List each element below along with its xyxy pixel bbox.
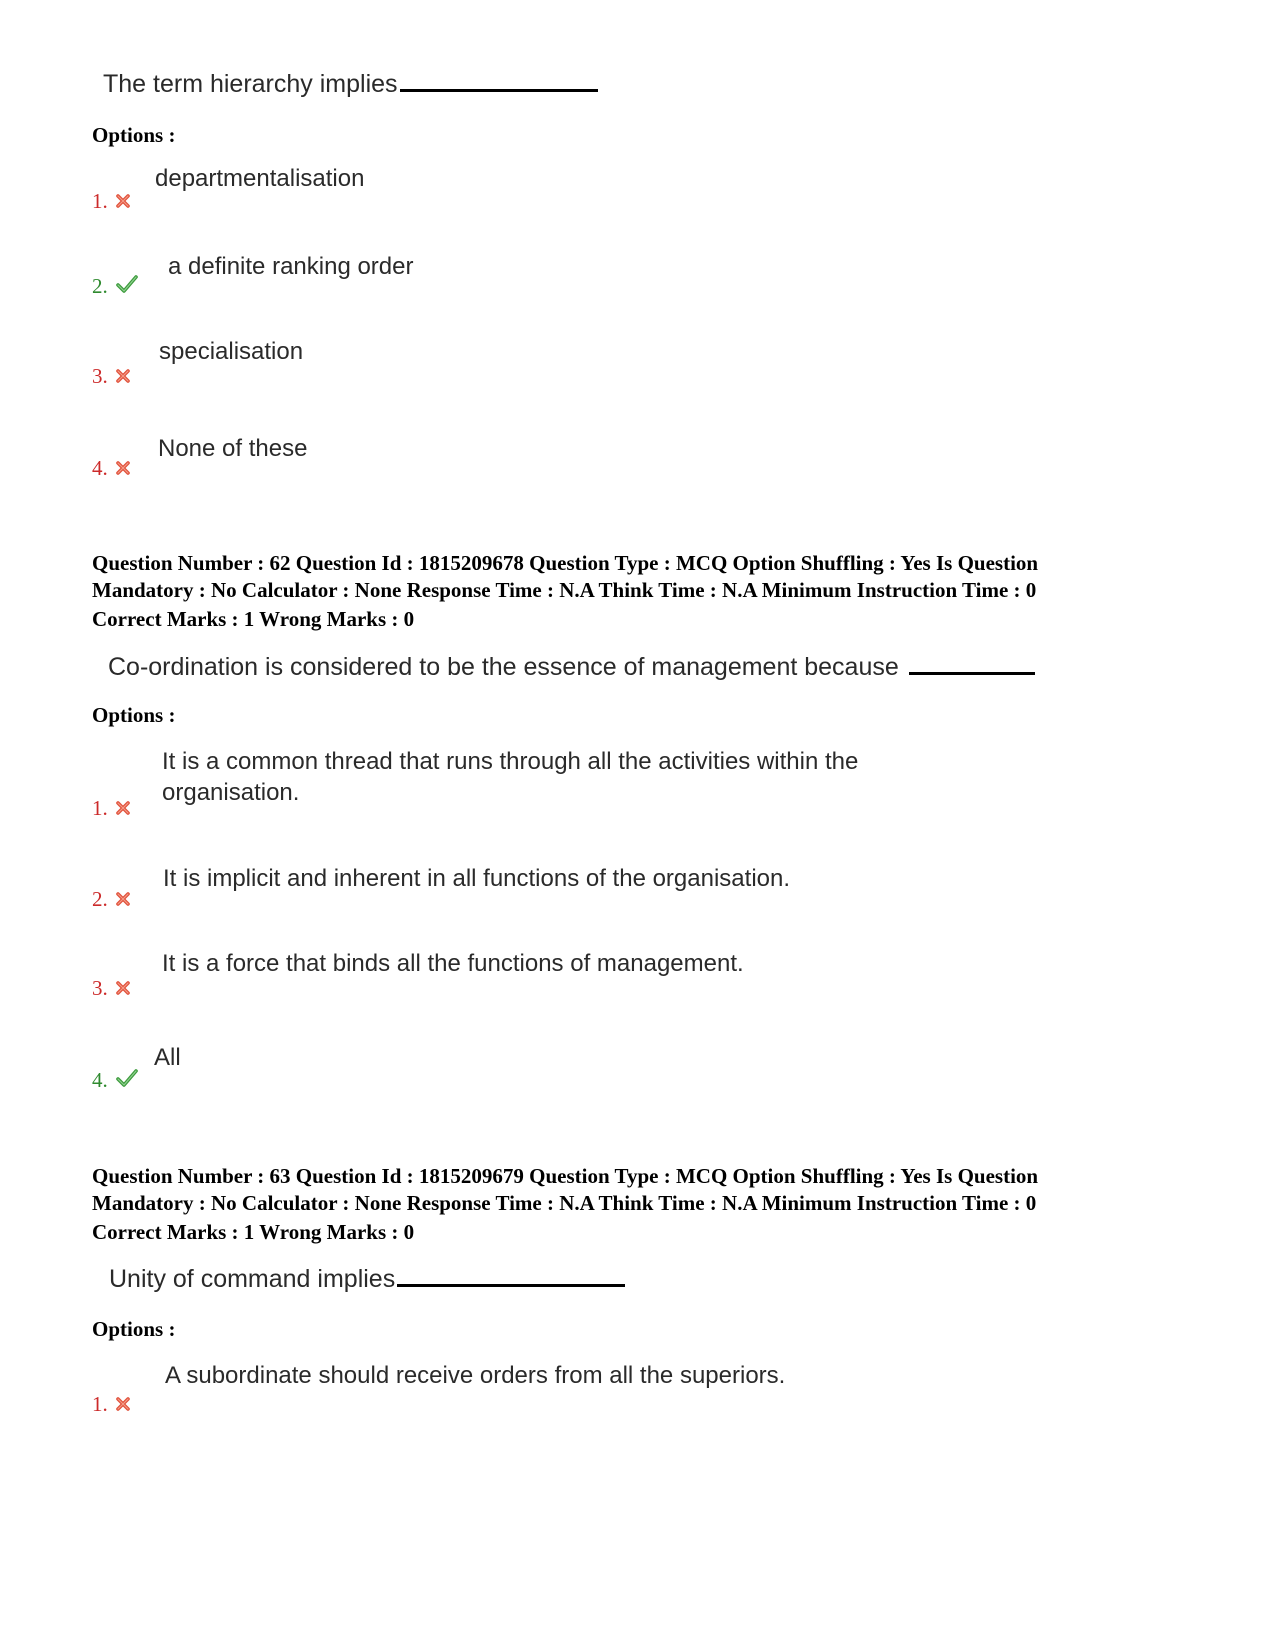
wrong-x-icon	[116, 1397, 130, 1411]
wrong-x-icon	[116, 892, 130, 906]
question-text	[109, 1265, 625, 1294]
options-heading: Options :	[92, 703, 176, 727]
question-63-marks: Correct Marks : 1 Wrong Marks : 0	[92, 1220, 415, 1244]
option-number: 2.	[92, 274, 138, 299]
option-text: a definite ranking order	[168, 253, 414, 280]
question-text	[108, 653, 1035, 682]
meta-line: Question Number : 62 Question Id : 1815209678 Question Type : MCQ Option Shuffling : Yes Is Question	[92, 551, 1039, 575]
options-heading: Options :	[92, 1317, 176, 1341]
wrong-x-icon	[116, 801, 130, 815]
option-number: 4.	[92, 456, 130, 481]
option-text: All	[154, 1044, 181, 1071]
option-text: departmentalisation	[155, 165, 365, 192]
answer-blank	[397, 1283, 625, 1287]
answer-blank	[909, 671, 1035, 675]
option-number: 1.	[92, 1392, 130, 1417]
option-number: 3.	[92, 364, 130, 389]
meta-line: Mandatory : No Calculator : None Response Time : N.A Think Time : N.A Minimum Instruction Time : 0	[92, 578, 1037, 602]
question-62-marks: Correct Marks : 1 Wrong Marks : 0	[92, 607, 415, 631]
question-63-meta	[92, 1163, 1192, 1217]
option-text: It is implicit and inherent in all functions of the organisation.	[163, 865, 791, 892]
wrong-x-icon	[116, 981, 130, 995]
option-text: A subordinate should receive orders from all the superiors.	[165, 1362, 786, 1389]
option-number: 4.	[92, 1068, 138, 1093]
question-62-text: Co-ordination is considered to be the essence of management because	[108, 653, 899, 681]
option-text: specialisation	[159, 338, 304, 365]
wrong-x-icon	[116, 369, 130, 383]
wrong-x-icon	[116, 461, 130, 475]
option-text: It is a common thread that runs through all the activities within the organisation.	[162, 748, 859, 806]
option-number: 3.	[92, 976, 130, 1001]
meta-line: Question Number : 63 Question Id : 1815209679 Question Type : MCQ Option Shuffling : Yes Is Question	[92, 1164, 1039, 1188]
options-heading: Options :	[92, 123, 176, 147]
question-61-text: The term hierarchy implies	[103, 70, 398, 98]
meta-line: Mandatory : No Calculator : None Response Time : N.A Think Time : N.A Minimum Instruction Time : 0	[92, 1191, 1037, 1215]
option-number: 2.	[92, 887, 130, 912]
question-text	[103, 70, 598, 99]
option-text: None of these	[158, 435, 308, 462]
correct-check-icon	[116, 1069, 138, 1087]
question-63-text: Unity of command implies	[109, 1265, 396, 1293]
correct-check-icon	[116, 275, 138, 293]
option-number: 1.	[92, 796, 130, 821]
option-text: It is a force that binds all the functions of management.	[162, 950, 744, 977]
option-number: 1.	[92, 189, 130, 214]
answer-blank	[400, 88, 598, 92]
wrong-x-icon	[116, 194, 130, 208]
question-62-meta	[92, 550, 1192, 604]
